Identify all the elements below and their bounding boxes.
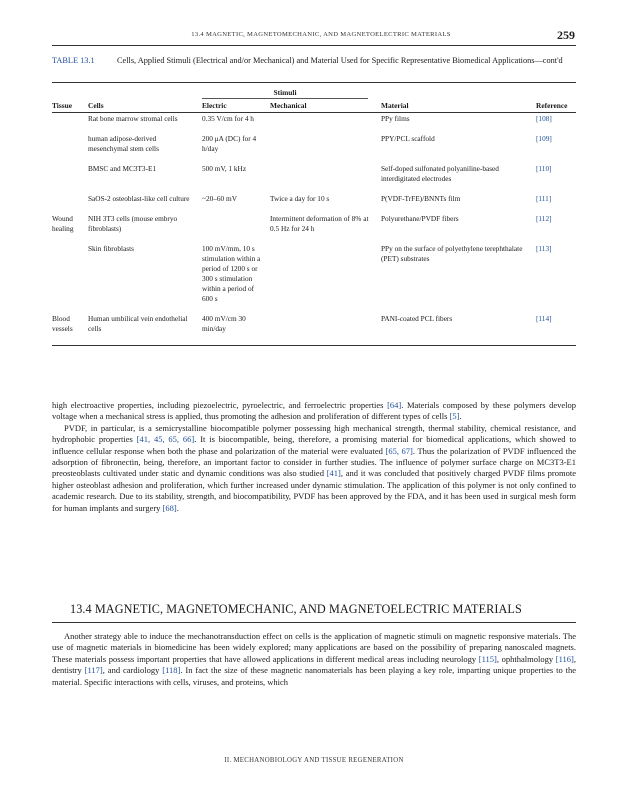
text-run: high electroactive properties, including piezoelectric, pyroelectric, and ferroelectric properties [52, 400, 388, 410]
text-run: . It is biocompatible, being, therefore, a promising material for biomedical applications, which showed to influence cellular response when both the phase and polarization of the material were evaluated [52, 434, 576, 456]
running-head: 13.4 MAGNETIC, MAGNETOMECHANIC, AND MAGNETOELECTRIC MATERIALS [191, 31, 451, 38]
table-cell-tissue: Blood vessels [52, 314, 73, 333]
table-cell-cells: SaOS-2 osteoblast-like cell culture [88, 194, 190, 203]
table-cell-mechanical [270, 314, 381, 344]
table-cell-electric [202, 214, 270, 244]
table-row [52, 194, 576, 214]
text-run: PVDF, in particular, is a semicrystalline biocompatible polymer possessing high mechanical strength, thermal stability, chemical resistance, and hydrophobic properties [52, 422, 576, 445]
col-header-material: Material [381, 101, 409, 110]
table-cell-material: PPY/PCL scaffold [381, 134, 435, 143]
citation-link[interactable]: [41, 45, 65, 66] [136, 434, 195, 445]
table-cell-electric: 0.35 V/cm for 4 h [202, 114, 254, 123]
table-cell-mechanical [270, 164, 381, 194]
text-run: , and it was concluded that positively charged PVDF films promote higher osteoblast adhesion and proliferation, which further increased under dynamic stimulation. The application of this polymer is not only confined to academic research. Due to its stability, strength, and biocompatibility, PVDF has been approved by the FDA, and it has been used in surgical mesh form for human implants and surgery [52, 468, 576, 513]
citation-link[interactable]: [116] [555, 653, 574, 664]
table-cell-mechanical: Intermittent deformation of 8% at 0.5 Hz for 24 h [270, 214, 369, 233]
citation-link[interactable]: [68] [162, 502, 177, 513]
table-cell-reference: [113] [536, 244, 552, 253]
table-cell-material: P(VDF-TrFE)/BNNTs film [381, 194, 461, 203]
body-text [52, 400, 576, 514]
table-cell-tissue: Wound healing [52, 214, 74, 233]
stimuli-group-rule [202, 98, 368, 99]
text-run: . In fact the size of these magnetic nanomaterials has been playing a key role, imparting unique properties to the material. Specific interactions with cells, viruses, and proteins, which [52, 665, 576, 687]
citation-link[interactable]: [64] [387, 400, 402, 410]
text-run: , dentistry [52, 653, 576, 676]
table-cell-tissue [52, 244, 88, 314]
table-cell-material: PPy films [381, 114, 410, 123]
col-header-tissue: Tissue [52, 101, 72, 110]
table-caption-text: Cells, Applied Stimuli (Electrical and/or Mechanical) and Material Used for Specific Representative Biomedical Applications—cont'd [117, 56, 563, 65]
table-cell-tissue [52, 114, 88, 134]
text-run: , and cardiology [102, 665, 163, 676]
paragraph [52, 423, 576, 514]
citation-link[interactable]: [117] [84, 665, 103, 676]
table-cell-material: PPy on the surface of polyethylene terephthalate (PET) substrates [381, 244, 523, 263]
text-run: Another strategy able to induce the mechanotransduction effect on cells is the application of magnetic stimuli on magnetic responsive materials. The use of magnetic materials in biomedicine has been widely explored; many applications are based on the possibility of preparing nanoscaled magnets. These materials possess important properties that have allowed applications in different medical areas including neurology [52, 631, 576, 664]
paragraph [52, 631, 576, 688]
table-row [52, 134, 576, 164]
table-cell-cells: Rat bone marrow stromal cells [88, 114, 178, 123]
table-cell-electric: 500 mV, 1 kHz [202, 164, 247, 173]
paragraph [52, 400, 576, 423]
table-cell-mechanical [270, 114, 381, 134]
citation-link[interactable]: [115] [478, 653, 497, 664]
table-cell-reference: [111] [536, 194, 552, 203]
table-cell-reference: [114] [536, 314, 552, 323]
table-header-rule [52, 112, 576, 113]
table-cell-material: PANI-coated PCL fibers [381, 314, 453, 323]
table-cell-electric: 100 mV/mm, 10 s stimulation within a period of 1200 s or 300 s stimulation within a period of 600 s [202, 244, 261, 303]
citation-link[interactable]: [41] [326, 468, 341, 479]
col-header-electric: Electric [202, 101, 227, 110]
table-cell-mechanical [270, 244, 381, 314]
table-cell-mechanical: Twice a day for 10 s [270, 194, 330, 203]
table-cell-cells: Human umbilical vein endothelial cells [88, 314, 188, 333]
text-run: . [176, 502, 179, 513]
table-row [52, 164, 576, 194]
table-cell-reference: [112] [536, 214, 552, 223]
citation-link[interactable]: [65, 67] [385, 445, 413, 456]
section-rule [52, 622, 576, 623]
data-table [52, 114, 576, 344]
table-cell-cells: Skin fibroblasts [88, 244, 135, 253]
section-title: 13.4 MAGNETIC, MAGNETOMECHANIC, AND MAGNETOELECTRIC MATERIALS [70, 602, 522, 616]
col-header-cells: Cells [88, 101, 104, 110]
table-cell-mechanical [270, 134, 381, 164]
footer: II. MECHANOBIOLOGY AND TISSUE REGENERATION [224, 757, 404, 764]
text-run: . Materials composed by these polymers develop voltage when a mechanical stress is applied, thus promoting the adhesion and proliferation of different types of cells [52, 400, 576, 422]
table-row [52, 314, 576, 344]
table-cell-reference: [110] [536, 164, 552, 173]
col-header-mechanical: Mechanical [270, 101, 307, 110]
col-header-reference: Reference [536, 101, 568, 110]
table-cell-cells: human adipose-derived mesenchymal stem cells [88, 134, 159, 153]
table-cell-reference: [108] [536, 114, 552, 123]
table-cell-tissue [52, 164, 88, 194]
table-cell-material: Self-doped sulfonated polyaniline-based interdigitated electrodes [381, 164, 499, 183]
table-cell-tissue [52, 134, 88, 164]
table-label: TABLE 13.1 [52, 56, 95, 65]
text-run: . Thus the polarization of PVDF influenced the adsorption of fibronectin, being, therefore, an important factor to consider in further studies. The influence of polymer surface charge on MC3T3-E1 preosteoblasts cultivated under static and dynamic conditions was also studied [52, 445, 576, 479]
table-cell-reference: [109] [536, 134, 552, 143]
section-body [52, 631, 576, 688]
stimuli-group-header: Stimuli [273, 88, 297, 97]
table-row [52, 244, 576, 314]
table-cell-cells: NIH 3T3 cells (mouse embryo fibroblasts) [88, 214, 178, 233]
table-cell-cells: BMSC and MC3T3-E1 [88, 164, 157, 173]
text-run: , ophthalmology [496, 653, 556, 664]
table-row [52, 214, 576, 244]
table-bottom-rule [52, 345, 576, 346]
table-row [52, 114, 576, 134]
header-rule [52, 45, 576, 46]
table-cell-electric: 400 mV/cm 30 min/day [202, 314, 246, 333]
table-cell-material: Polyurethane/PVDF fibers [381, 214, 459, 223]
page-number: 259 [557, 28, 575, 42]
citation-link[interactable]: [5] [449, 411, 460, 422]
citation-link[interactable]: [118] [162, 665, 181, 676]
table-cell-tissue [52, 194, 88, 214]
table-top-rule [52, 82, 576, 83]
text-run: . [459, 411, 462, 422]
table-cell-electric: ~20–60 mV [202, 194, 237, 203]
table-cell-electric: 200 μA (DC) for 4 h/day [202, 134, 257, 153]
